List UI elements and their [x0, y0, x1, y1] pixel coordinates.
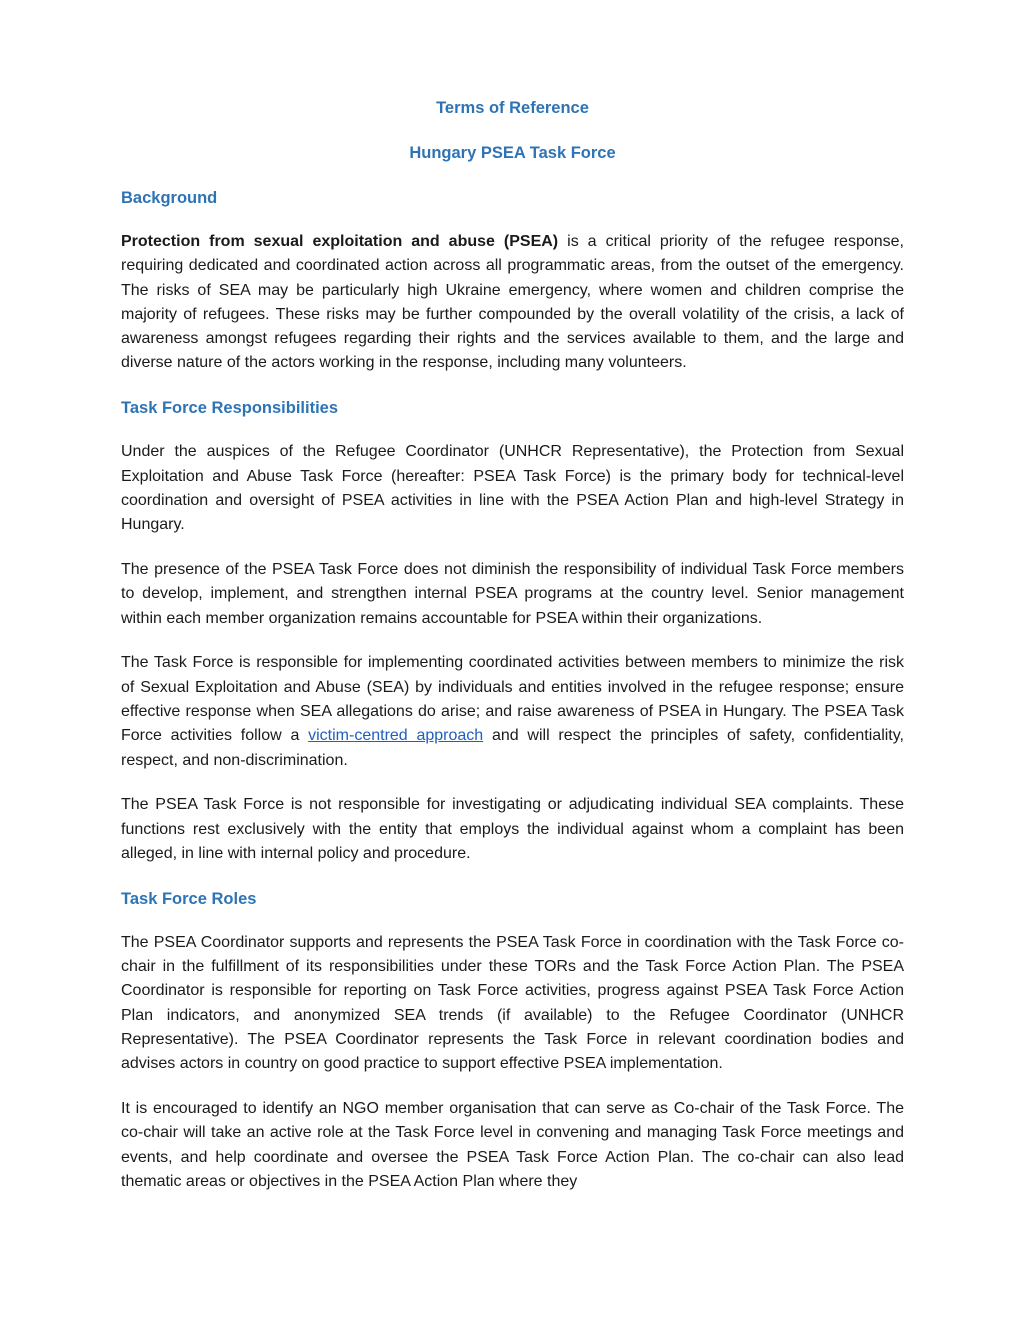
responsibilities-paragraph-1: Under the auspices of the Refugee Coordinator (UNHCR Representative), the Protection from Sexual Exploitation and Abuse Task Force (hereafter: PSEA Task Force) is the primary body for technical-level coordination and oversight of PSEA activities in line with the PSEA Action Plan and high-level Strategy in Hungary. [121, 443, 904, 534]
psea-bold-term: Protection from sexual exploitation and abuse (PSEA) [121, 233, 559, 250]
responsibilities-paragraph-4: The PSEA Task Force is not responsible for investigating or adjudicating individual SEA complaints. These functions rest exclusively with the entity that employs the individual against whom a complaint has been alleged, in line with internal policy and procedure. [121, 796, 904, 862]
background-paragraph-text: is a critical priority of the refugee response, requiring dedicated and coordinated action across all programmatic areas, from the outset of the emergency. The risks of SEA may be particularly high Ukraine emergency, where women and children comprise the majority of refugees. These risks may be further compounded by the overall volatility of the crisis, a lack of awareness amongst refugees regarding their rights and the services available to them, and the large and diverse nature of the actors working in the response, including many volunteers. [121, 233, 904, 372]
responsibilities-paragraph-3-text-b: and will respect the principles of safety, confidentiality, respect, and non-discrimination. [121, 727, 905, 769]
responsibilities-paragraph-3-text-a: The Task Force is responsible for implementing coordinated activities between members to minimize the risk of Sexual Exploitation and Abuse (SEA) by individuals and entities involved in the refugee response; ensure effective response when SEA allegations do arise; and raise awareness of PSEA in Hungary. The PSEA Task Force activities follow a [121, 654, 904, 745]
background-paragraph [121, 230, 904, 376]
document-subtitle: Hungary PSEA Task Force [409, 144, 616, 162]
roles-paragraph-1: The PSEA Coordinator supports and represents the PSEA Task Force in coordination with the Task Force co- chair in the fulfillment of its responsibilities under these TORs and the Task Force Action Plan. The PSEA Coordinator is responsible for reporting on Task Force activities, progress against PSEA Task Force Action Plan indicators, and anonymized SEA trends (if available) to the Refugee Coordinator (UNHCR Representative). The PSEA Coordinator represents the Task Force in relevant coordination bodies and advises actors in country on good practice to support effective PSEA implementation. [121, 933, 904, 1073]
section-heading-responsibilities: Task Force Responsibilities [121, 399, 339, 418]
section-heading-background: Background [121, 189, 218, 207]
document-title: Terms of Reference [436, 99, 589, 117]
section-heading-roles: Task Force Roles [121, 889, 257, 908]
roles-paragraph-2: It is encouraged to identify an NGO member organisation that can serve as Co-chair of the Task Force. The co-chair will take an active role at the Task Force level in convening and managing Task Force meetings and events, and help coordinate and oversee the PSEA Task Force Action Plan. The co-chair can also lead thematic areas or objectives in the PSEA Action Plan where they [121, 1100, 904, 1190]
victim-centred-approach-link[interactable]: victim-centred approach [308, 727, 484, 745]
responsibilities-paragraph-3 [121, 651, 904, 772]
responsibilities-paragraph-2: The presence of the PSEA Task Force does not diminish the responsibility of individual Task Force members to develop, implement, and strengthen internal PSEA programs at the country level. Senior management within each member organization remains accountable for PSEA within their organizations. [121, 560, 904, 627]
document-page [121, 96, 904, 1215]
